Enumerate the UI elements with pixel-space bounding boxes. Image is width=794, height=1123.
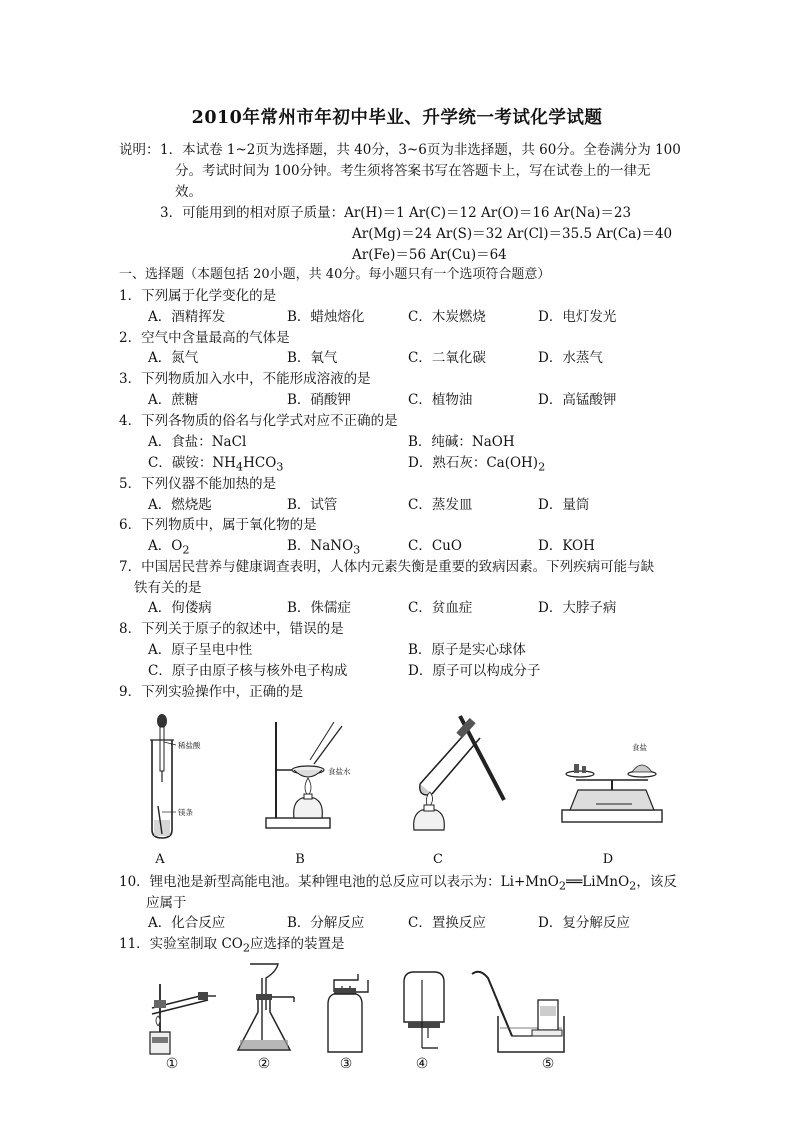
q10-option-a[interactable]: A．化合反应 [148,915,226,931]
q8-option-d[interactable]: D．原子可以构成分子 [408,663,541,679]
q4-option-a[interactable]: A．食盐：NaCl [148,434,247,450]
question-6-stem: 6．下列物质中，属于氧化物的是 [119,517,317,533]
figure-d-balance [556,740,666,830]
q4-c-sub-2: 3 [276,460,284,474]
apparatus-label-4: ④ [415,1056,429,1072]
section-heading: 一、选择题（本题包括 20小题，共 40分。每小题只有一个选项符合题意） [119,267,551,282]
q6-option-d[interactable]: D．KOH [538,538,595,554]
q5-option-a[interactable]: A．燃烧匙 [148,497,212,513]
q8-option-b[interactable]: B．原子是实心球体 [408,642,526,658]
q4-d-text: D．熟石灰：Ca(OH) [408,455,539,471]
q10-text-3: ，该反 [636,874,677,890]
q7-option-a[interactable]: A．佝偻病 [148,600,212,616]
q4-d-sub: 2 [538,460,546,474]
q11-sub: 2 [242,941,251,955]
q1-option-a[interactable]: A．酒精挥发 [148,309,226,325]
q2-option-c[interactable]: C．二氧化碳 [408,350,486,366]
figure-d-label: 食盐 [632,743,647,752]
q5-option-d[interactable]: D．量筒 [538,497,590,513]
note-1-line-3: 效。 [175,184,202,200]
question-1-stem: 1．下列属于化学变化的是 [119,288,277,304]
q10-text-1: 10．锂电池是新型高能电池。某种锂电池的总反应可以表示为：Li+MnO [119,874,559,890]
q8-option-a[interactable]: A．原子呈电中性 [148,642,253,658]
q11-text-2: 应选择的装置是 [250,936,345,952]
figure-label-a: A [155,852,165,867]
question-8-stem: 8．下列关于原子的叙述中，错误的是 [119,621,344,637]
note-3-line-2: Ar(Mg)＝24 Ar(S)＝32 Ar(Cl)＝35.5 Ar(Ca)＝40 [352,226,673,242]
apparatus-label-2: ② [257,1056,271,1072]
question-7-stem-line-2: 铁有关的是 [134,580,202,596]
figure-a-dropper-test-tube [140,712,220,842]
question-10-stem-line-2: 应属于 [146,895,187,911]
q1-option-c[interactable]: C．木炭燃烧 [408,309,486,325]
q6-a-text: A．O [148,538,183,554]
q10-sub-1: 2 [558,879,567,893]
q7-option-c[interactable]: C．贫血症 [408,600,473,616]
q7-option-d[interactable]: D．大脖子病 [538,600,617,616]
apparatus-label-3: ③ [339,1056,353,1072]
q10-option-c[interactable]: C．置换反应 [408,915,486,931]
apparatus-3-gas-bottle [320,970,380,1055]
figure-label-c: C [433,852,443,867]
q10-option-d[interactable]: D．复分解反应 [538,915,630,931]
apparatus-1-heating-tube [138,970,218,1055]
q4-c-sub-1: 4 [235,460,244,474]
q1-option-b[interactable]: B．蜡烛熔化 [287,309,365,325]
note-3-line-3: Ar(Fe)＝56 Ar(Cu)＝64 [352,247,507,263]
note-1-line-1: 1．本试卷 1~2页为选择题，共 40分，3~6页为非选择题，共 60分。全卷满分为 100 [160,142,681,158]
q4-c-text-2: HCO [243,455,277,471]
q6-b-text: B．NaNO [287,538,354,554]
page-title: 2010年常州市年初中毕业、升学统一考试化学试题 [191,108,603,128]
q2-option-d[interactable]: D．水蒸气 [538,350,603,366]
note-3-line-1: 3．可能用到的相对原子质量：Ar(H)＝1 Ar(C)＝12 Ar(O)＝16 Ar(Na)＝23 [160,205,632,221]
apparatus-2-funnel-flask [232,960,302,1055]
figure-c-heating-test-tube [410,708,510,833]
q1-option-d[interactable]: D．电灯发光 [538,309,617,325]
q6-a-sub: 2 [182,543,190,557]
question-2-stem: 2．空气中含量最高的气体是 [119,330,290,346]
question-9-stem: 9．下列实验操作中，正确的是 [119,684,304,700]
question-3-stem: 3．下列物质加入水中，不能形成溶液的是 [119,371,371,387]
figure-b-label: 食盐水 [328,767,351,776]
q5-option-c[interactable]: C．蒸发皿 [408,497,473,513]
q8-option-c[interactable]: C．原子由原子核与核外电子构成 [148,663,348,679]
figure-label-d: D [602,852,614,867]
question-11-stem [119,934,345,959]
figure-a-acid-label: 稀盐酸 [178,741,201,750]
apparatus-5-water-trough [468,966,568,1056]
q4-option-b[interactable]: B．纯碱：NaOH [408,434,515,450]
q10-text-2: ══LiMnO [566,874,630,890]
q7-option-b[interactable]: B．侏儒症 [287,600,351,616]
q4-option-d[interactable] [408,453,545,478]
q10-sub-2: 2 [629,879,637,893]
apparatus-label-5: ⑤ [541,1056,555,1072]
q6-option-c[interactable]: C．CuO [408,538,462,554]
q2-option-b[interactable]: B．氧气 [287,350,338,366]
notes-prefix: 说明： [119,142,160,158]
q4-c-text: C．碳铵：NH [148,455,236,471]
q3-option-b[interactable]: B．硝酸钾 [287,392,351,408]
apparatus-4-inverted-bottle [400,968,450,1053]
q10-option-b[interactable]: B．分解反应 [287,915,365,931]
q2-option-a[interactable]: A．氮气 [148,350,199,366]
q11-text-1: 11．实验室制取 CO [119,936,243,952]
question-7-stem-line-1: 7．中国居民营养与健康调查表明，人体内元素失衡是重要的致病因素。下列疾病可能与缺 [119,559,655,575]
question-10-stem-line-1 [119,872,677,897]
q3-option-c[interactable]: C．植物油 [408,392,473,408]
note-1-line-2: 分。考试时间为 100分钟。考生须将答案书写在答题卡上，写在试卷上的一律无 [175,163,651,179]
question-4-stem: 4．下列各物质的俗名与化学式对应不正确的是 [119,413,398,429]
question-5-stem: 5．下列仪器不能加热的是 [119,476,277,492]
q6-b-sub: 3 [353,543,361,557]
figure-a-mg-label: 镁条 [178,808,193,817]
q3-option-d[interactable]: D．高锰酸钾 [538,392,617,408]
q5-option-b[interactable]: B．试管 [287,497,338,513]
figure-b-evaporation-setup [262,718,372,833]
apparatus-label-1: ① [165,1056,179,1072]
figure-label-b: B [295,852,305,867]
q3-option-a[interactable]: A．蔗糖 [148,392,199,408]
